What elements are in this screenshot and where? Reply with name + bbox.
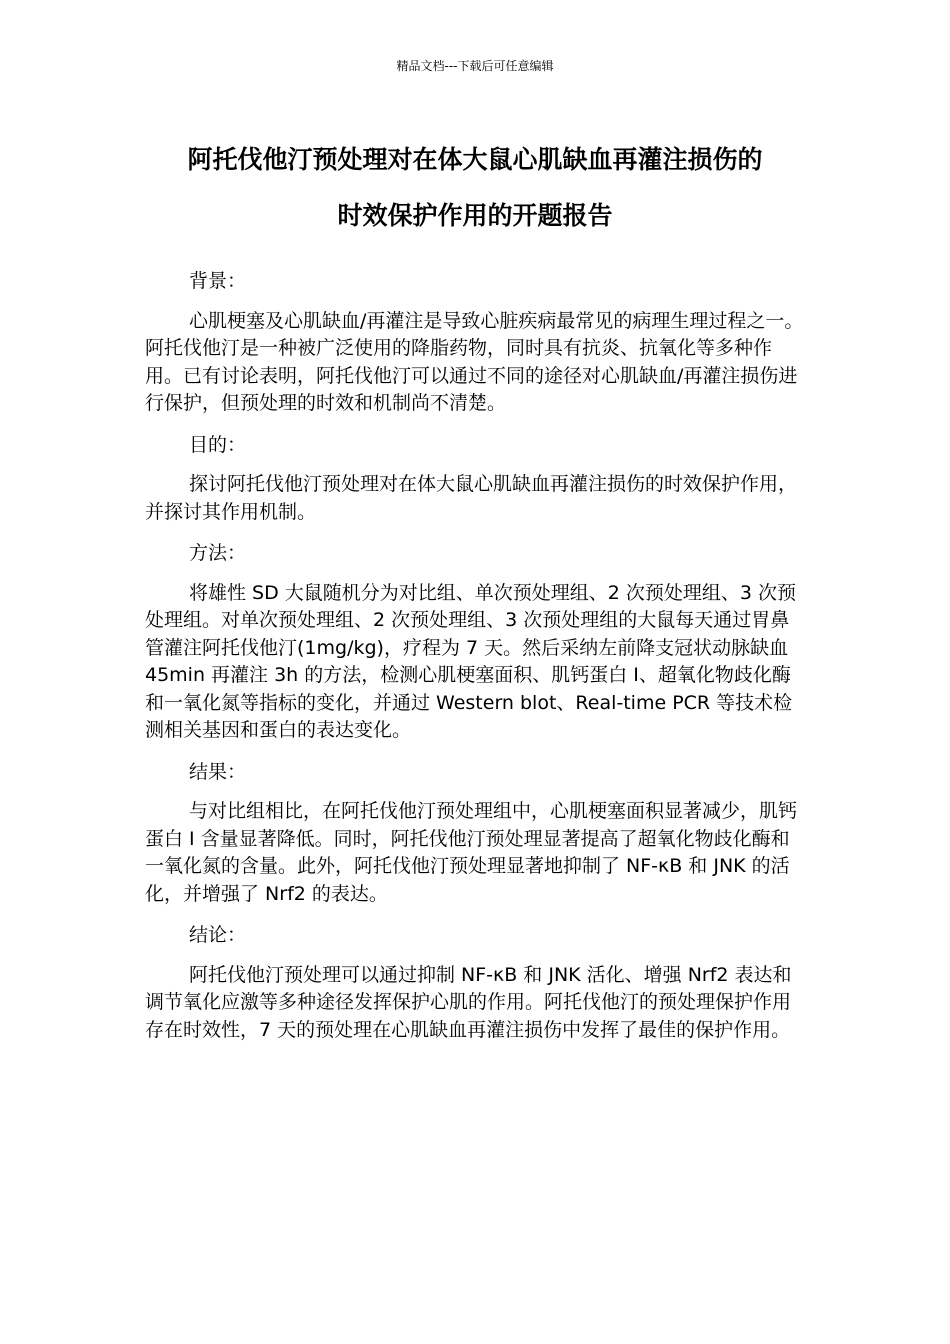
- results-text: 与对比组相比，在阿托伐他汀预处理组中，心肌梗塞面积显著减少，肌钙蛋白 I 含量显著降低。同时，阿托伐他汀预处理显著提高了超氧化物歧化酶和一氧化氮的含量。此外，阿托伐他汀预处理显著地抑制了 NF-κB 和 JNK 的活化，并增强了 Nrf2 的表达。: [145, 800, 798, 905]
- background-text: 心肌梗塞及心肌缺血/再灌注是导致心脏疾病最常见的病理生理过程之一。阿托伐他汀是一种被广泛使用的降脂药物，同时具有抗炎、抗氧化等多种作用。已有讨论表明，阿托伐他汀可以通过不同的途径对心肌缺血/再灌注损伤进行保护，但预处理的时效和机制尚不清楚。: [145, 309, 804, 414]
- document-body: [145, 268, 805, 1058]
- objective-heading: 目的：: [189, 433, 247, 456]
- results-heading: 结果：: [189, 760, 247, 783]
- page-header: 精品文档---下载后可任意编辑: [396, 59, 554, 73]
- title-line-1: 阿托伐他汀预处理对在体大鼠心肌缺血再灌注损伤的: [187, 145, 763, 174]
- methods-heading: 方法：: [189, 542, 247, 564]
- background-heading: 背景：: [189, 270, 247, 292]
- methods-text: 将雄性 SD 大鼠随机分为对比组、单次预处理组、2 次预处理组、3 次预处理组。对单次预处理组、2 次预处理组、3 次预处理组的大鼠每天通过胃鼻管灌注阿托伐他汀(1mg/kg)，疗程为 7 天。然后采纳左前降支冠状动脉缺血 45min 再灌注 3h 的方法，检测心肌梗塞面积、肌钙蛋白 I、超氧化物歧化酶和一氧化氮等指标的变化，并通过 Western blot、Real-time PCR 等技术检测相关基因和蛋白的表达变化。: [145, 581, 797, 741]
- objective-text: 探讨阿托伐他汀预处理对在体大鼠心肌缺血再灌注损伤的时效保护作用，并探讨其作用机制。: [145, 473, 798, 523]
- title-line-2: 时效保护作用的开题报告: [337, 201, 613, 230]
- document-title: [120, 132, 830, 244]
- conclusion-heading: 结论：: [189, 924, 247, 946]
- conclusion-text: 阿托伐他汀预处理可以通过抑制 NF-κB 和 JNK 活化、增强 Nrf2 表达和调节氧化应激等多种途径发挥保护心肌的作用。阿托伐他汀的预处理保护作用存在时效性，7 天的预处理在心肌缺血再灌注损伤中发挥了最佳的保护作用。: [145, 963, 792, 1041]
